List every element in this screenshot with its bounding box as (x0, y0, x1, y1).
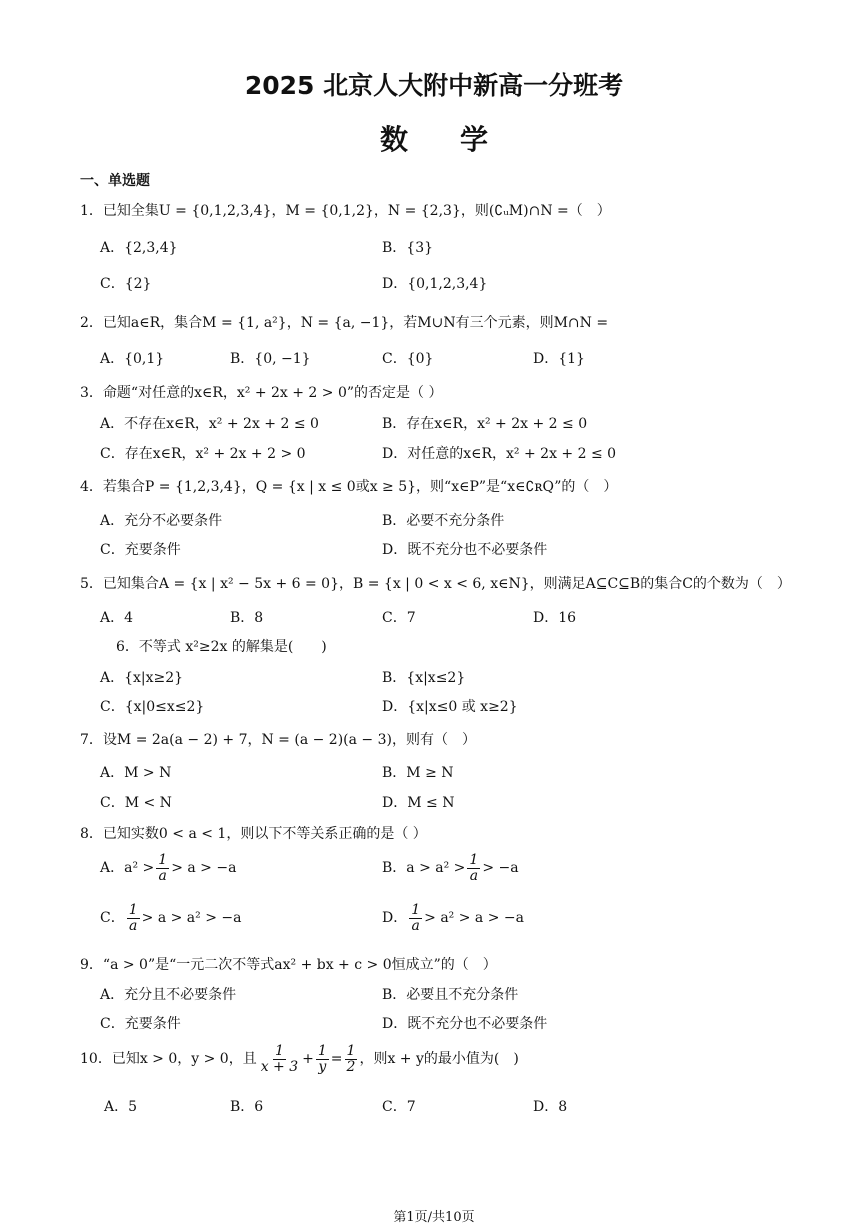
question-8-option-a (100, 853, 236, 883)
stem-post: ，则x + y的最小值为( ) (359, 1051, 519, 1068)
exam-title: 2025 北京人大附中新高一分班考 (244, 71, 624, 100)
section-heading: 一、单选题 (80, 173, 150, 189)
page-footer: 第1页/共10页 (393, 1210, 475, 1225)
fraction: $\frac{1}{x + 3}$ (260, 1043, 299, 1075)
fraction: $\frac{1}{a}$ (469, 852, 479, 884)
question-8-option-b (382, 853, 519, 883)
fraction: $\frac{1}{y}$ (317, 1043, 327, 1075)
option-label: B． (382, 860, 407, 877)
question-2-option-a: A．{0,1} (100, 351, 165, 367)
question-2-option-b: B．{0, −1} (230, 351, 311, 367)
operator: + (302, 1051, 314, 1068)
option-expr-pre: a² > (124, 860, 155, 877)
option-expr-post: > a > −a (171, 860, 237, 877)
question-6-option-c: C．{x|0≤x≤2} (100, 699, 205, 715)
question-2-option-d: D．{1} (533, 351, 585, 367)
fraction: $\frac{1}{2}$ (346, 1043, 356, 1075)
question-9-stem: 9．“a > 0”是“一元二次不等式ax² + bx + c > 0恒成立”的（ ） (80, 957, 497, 973)
question-7-option-b: B．M ≥ N (382, 765, 454, 781)
question-5-stem: 5．已知集合A = {x | x² − 5x + 6 = 0}，B = {x | 0 < x < 6, x∈N}，则满足A⊆C⊆B的集合C的个数为（ ） (80, 576, 791, 592)
question-4-option-a: A．充分不必要条件 (100, 513, 223, 529)
option-label: D． (382, 910, 408, 927)
question-3-option-d: D．对任意的x∈R，x² + 2x + 2 ≤ 0 (382, 446, 617, 462)
question-4-option-d: D．既不充分也不必要条件 (382, 542, 548, 558)
fraction: $\frac{1}{a}$ (158, 852, 168, 884)
question-8-option-d (382, 903, 524, 933)
question-4-option-b: B．必要不充分条件 (382, 513, 505, 529)
question-1-option-c: C．{2} (100, 276, 152, 292)
question-2-stem: 2．已知a∈R，集合M = {1, a²}，N = {a, −1}，若M∪N有三个元素，则M∩N = (80, 315, 609, 331)
question-3-option-b: B．存在x∈R，x² + 2x + 2 ≤ 0 (382, 416, 588, 432)
question-1-stem: 1．已知全集U = {0,1,2,3,4}，M = {0,1,2}，N = {2,3}，则(∁ᵤM)∩N =（ ） (80, 203, 611, 219)
question-5-option-a: A．4 (100, 610, 134, 626)
stem-pre: 10．已知x > 0，y > 0，且 (80, 1051, 257, 1068)
question-3-stem: 3．命题“对任意的x∈R，x² + 2x + 2 > 0”的否定是（ ） (80, 385, 443, 401)
option-expr-post: > −a (482, 860, 519, 877)
question-9-option-d: D．既不充分也不必要条件 (382, 1016, 548, 1032)
question-10-option-a: A．5 (104, 1099, 138, 1115)
question-7-option-a: A．M > N (100, 765, 172, 781)
question-6-stem: 6．不等式 x²≥2x 的解集是( ) (116, 639, 327, 655)
question-7-option-d: D．M ≤ N (382, 795, 455, 811)
question-10-option-b: B．6 (230, 1099, 264, 1115)
question-5-option-d: D．16 (533, 610, 577, 626)
question-2-option-c: C．{0} (382, 351, 434, 367)
question-10-option-d: D．8 (533, 1099, 568, 1115)
question-8-option-c (100, 903, 241, 933)
fraction: $\frac{1}{a}$ (128, 902, 138, 934)
question-3-option-c: C．存在x∈R，x² + 2x + 2 > 0 (100, 446, 306, 462)
question-8-stem: 8．已知实数0 < a < 1，则以下不等关系正确的是（ ） (80, 826, 427, 842)
option-expr-post: > a > a² > −a (141, 910, 242, 927)
question-1-option-b: B．{3} (382, 240, 434, 256)
question-10-stem (80, 1044, 519, 1074)
question-3-option-a: A．不存在x∈R，x² + 2x + 2 ≤ 0 (100, 416, 319, 432)
question-6-option-a: A．{x|x≥2} (100, 670, 184, 686)
subject-title: 数学 (379, 123, 540, 156)
question-5-option-b: B．8 (230, 610, 264, 626)
operator: = (330, 1051, 343, 1068)
option-label: C． (100, 910, 125, 927)
question-1-option-a: A．{2,3,4} (100, 240, 178, 256)
question-7-option-c: C．M < N (100, 795, 172, 811)
question-7-stem: 7．设M = 2a(a − 2) + 7，N = (a − 2)(a − 3)，则有（ ） (80, 732, 476, 748)
option-expr-post: > a² > a > −a (424, 910, 524, 927)
question-4-stem: 4．若集合P = {1,2,3,4}，Q = {x | x ≤ 0或x ≥ 5}，则“x∈P”是“x∈∁ʀQ”的（ ） (80, 479, 618, 495)
question-5-option-c: C．7 (382, 610, 416, 626)
question-4-option-c: C．充要条件 (100, 542, 181, 558)
question-9-option-a: A．充分且不必要条件 (100, 987, 237, 1003)
question-6-option-d: D．{x|x≤0 或 x≥2} (382, 699, 518, 715)
question-1-option-d: D．{0,1,2,3,4} (382, 276, 488, 292)
question-10-option-c: C．7 (382, 1099, 416, 1115)
fraction: $\frac{1}{a}$ (411, 902, 421, 934)
question-6-option-b: B．{x|x≤2} (382, 670, 466, 686)
question-9-option-c: C．充要条件 (100, 1016, 181, 1032)
question-9-option-b: B．必要且不充分条件 (382, 987, 519, 1003)
option-expr-pre: a > a² > (406, 860, 466, 877)
option-label: A． (100, 860, 125, 877)
